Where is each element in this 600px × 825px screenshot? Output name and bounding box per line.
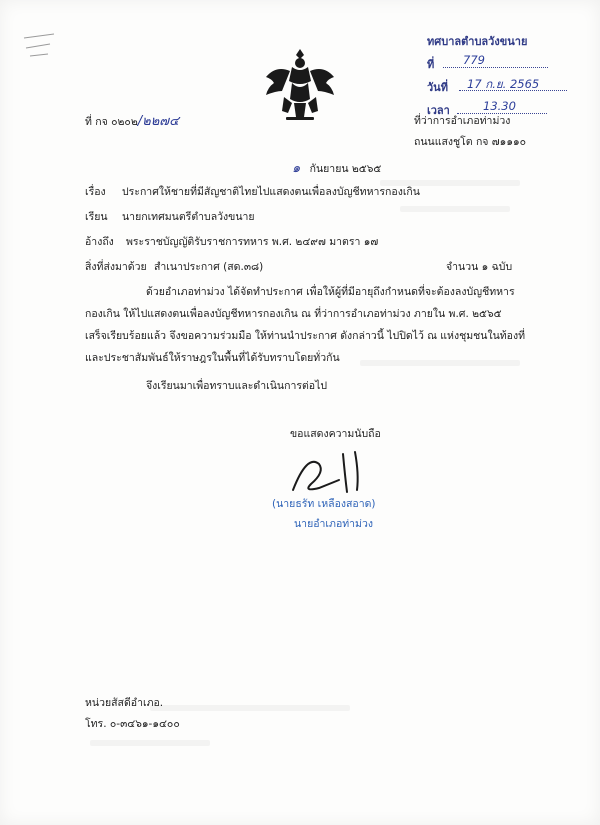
footer-unit: หน่วยสัสดีอำเภอ. xyxy=(85,697,164,709)
to-text: นายกเทศมนตรีตำบลวังขนาย xyxy=(122,211,255,223)
reference-label: อ้างถึง xyxy=(85,236,114,248)
body-closing-paragraph: จึงเรียนมาเพื่อทราบและดำเนินการต่อไป xyxy=(146,380,328,392)
signer-name: (นายธรัท เหลืองสอาด) xyxy=(272,498,376,510)
stamp-time-value: 13.30 xyxy=(483,99,516,113)
stamp-time-label: เวลา xyxy=(427,104,450,117)
reference-text: พระราชบัญญัติรับราชการทหาร พ.ศ. ๒๔๙๗ มาตรา ๑๗ xyxy=(126,236,379,248)
body-line-2: กองเกิน ให้ไปแสดงตนเพื่อลงบัญชีทหารกองเกิน ณ ที่ว่าการอำเภอท่าม่วง ภายใน พ.ศ. ๒๕๖๕ xyxy=(85,308,502,320)
corner-mark-icon xyxy=(20,30,60,60)
stamp-time-line xyxy=(457,113,547,114)
bleed-through xyxy=(90,740,210,746)
enclosure-text: สำเนาประกาศ (สด.๓๘) xyxy=(154,261,264,273)
body-line-3: เสร็จเรียบร้อยแล้ว จึงขอความร่วมมือ ให้ท่านนำประกาศ ดังกล่าวนี้ ไปปิดไว้ ณ แห่งชุมชนในท้องที่ xyxy=(85,330,526,342)
stamp-no-value: 779 xyxy=(463,53,485,67)
bleed-through xyxy=(360,360,520,366)
office-name: ที่ว่าการอำเภอท่าม่วง xyxy=(414,115,511,127)
stamp-org: ทศบาลตำบลวังขนาย xyxy=(427,35,528,48)
signer-title: นายอำเภอท่าม่วง xyxy=(294,518,374,530)
bleed-through xyxy=(400,206,510,212)
handwritten-signature-icon xyxy=(285,446,395,498)
stamp-date-label: วันที่ xyxy=(427,81,448,94)
subject-text: ประกาศให้ชายที่มีสัญชาติไทยไปแสดงตนเพื่อลงบัญชีทหารกองเกิน xyxy=(122,186,420,198)
body-line-4: และประชาสัมพันธ์ให้ราษฎรในพื้นที่ได้รับทราบโดยทั่วกัน xyxy=(85,352,340,364)
doc-number-prefix: ที่ กจ ๐๒๐๒ xyxy=(85,116,138,128)
footer-phone: โทร. ๐-๓๔๖๑-๑๔๐๐ xyxy=(85,718,180,730)
subject-label: เรื่อง xyxy=(85,186,106,198)
date-month-year: กันยายน ๒๕๖๕ xyxy=(309,163,382,175)
date-day: ๑ xyxy=(292,161,301,176)
doc-number-handwritten: /๒๒๗๔ xyxy=(137,114,179,129)
office-address: ถนนแสงชูโต กจ ๗๑๑๑๐ xyxy=(414,136,527,148)
closing-text: ขอแสดงความนับถือ xyxy=(290,428,381,440)
garuda-emblem-icon xyxy=(262,45,338,123)
enclosure-label: สิ่งที่ส่งมาด้วย xyxy=(85,261,147,273)
stamp-no-label: ที่ xyxy=(427,58,435,71)
stamp-no-line xyxy=(443,67,548,68)
to-label: เรียน xyxy=(85,211,108,223)
document-date xyxy=(292,162,381,176)
doc-number xyxy=(85,115,179,129)
enclosure-qty: จำนวน ๑ ฉบับ xyxy=(446,261,513,273)
body-line-1: ด้วยอำเภอท่าม่วง ได้จัดทำประกาศ เพื่อให้ผู้ที่มีอายุถึงกำหนดที่จะต้องลงบัญชีทหาร xyxy=(146,286,515,298)
receipt-stamp xyxy=(405,22,590,117)
bleed-through xyxy=(150,705,350,711)
stamp-date-value: 17 ก.ย. 2565 xyxy=(467,77,540,91)
